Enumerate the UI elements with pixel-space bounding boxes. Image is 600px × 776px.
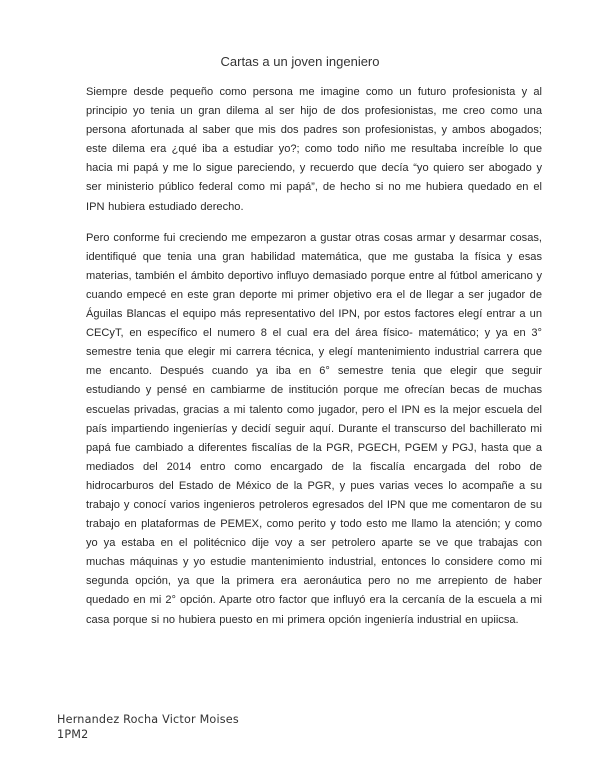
paragraph-2: Pero conforme fui creciendo me empezaron a gustar otras cosas armar y desarmar cosas, identifiqué que tenia una gran habilidad matemática, que me gustaba la física y esas materias, también el ámbito deportivo influyo demasiado porque entre al fútbol americano y cuando empecé en este gran deporte mi primer objetivo era el de llegar a ser jugador de Águilas Blancas el equipo más representativo del IPN, por estos factores elegí entrar a un CECyT, en específico el numero 8 el cual era del área físico- matemático; y ya en 3° semestre tenia que elegir mi carrera técnica, y elegí mantenimiento industrial carrera que me encanto. Después cuando ya iba en 6° semestre tenia que elegir que seguir estudiando y pensé en cambiarme de institución porque me ofrecían becas de muchas escuelas privadas, gracias a mi talento como jugador, pero el IPN es la mejor escuela del país impartiendo ingenierías y decidí seguir aquí. Durante el transcurso del bachillerato mi papá fue cambiado a diferentes fiscalías de la PGR, PGECH, PGEM y PGJ, hasta que a mediados del 2014 entro como encargado de la fiscalía encargada del robo de hidrocarburos del Estado de México de la PGR, y pues varias veces lo acompañe a su trabajo y conocí varios ingenieros petroleros egresados del IPN que me comentaron de su trabajo en plataformas de PEMEX, como perito y todo esto me llamo la atención; y como yo ya estaba en el politécnico dije voy a ser petrolero aparte se ve que trabajas con muchas máquinas y yo estudie mantenimiento industrial, entonces lo considere como mi segunda opción, ya que la primera era aeronáutica pero no me arrepiento de haber quedado en mi 2° opción. Aparte otro factor que influyó era la cercanía de la escuela a mi casa porque si no hubiera puesto en mi primera opción ingeniería industrial en upiicsa. xyxy=(86,231,542,626)
author-group: 1PM2 xyxy=(57,727,89,741)
document-title: Cartas a un joven ingeniero xyxy=(220,54,380,69)
paragraph-1: Siempre desde pequeño como persona me imagine como un futuro profesionista y al principio yo tenia un gran dilema al ser hijo de dos profesionistas, me creo como una persona afortunada al saber que mis dos padres son profesionistas, y ambos abogados; este dilema era ¿qué iba a estudiar yo?; como todo niño me resultaba increíble lo que hacia mi papá y me lo sigue pareciendo, y recuerdo que decía “yo quiero ser abogado y ser ministerio público federal como mi papá”, de hecho si no me hubiera quedado en el IPN hubiera estudiado derecho. xyxy=(86,86,542,213)
document-body xyxy=(86,83,542,630)
author-name: Hernandez Rocha Victor Moises xyxy=(57,713,239,726)
author-block xyxy=(57,713,239,742)
